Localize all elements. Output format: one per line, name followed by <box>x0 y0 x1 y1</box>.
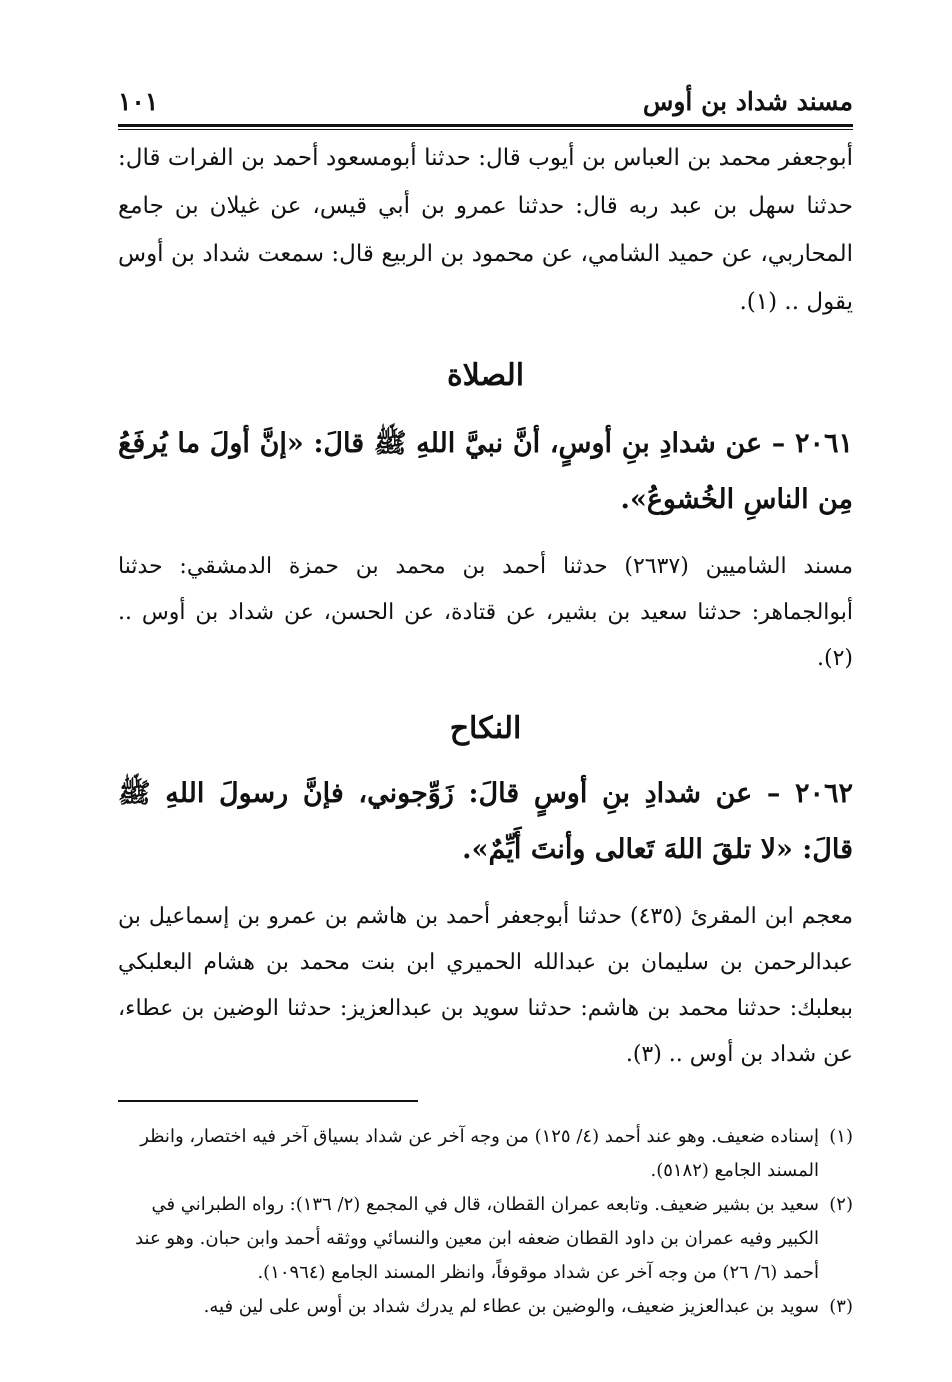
footnote-number: (٣) <box>829 1296 853 1317</box>
footnote-item <box>118 1120 853 1188</box>
header-title: مسند شداد بن أوس <box>642 87 853 116</box>
footnote-text: إسناده ضعيف. وهو عند أحمد (٤/ ١٢٥) من وجه آخر عن شداد بسياق آخر فيه اختصار، وانظر المسند الجامع (٥١٨٢). <box>140 1126 819 1181</box>
section-title-marriage: النكاح <box>449 711 522 746</box>
footnote-text: سويد بن عبدالعزيز ضعيف، والوضين بن عطاء لم يدرك شداد بن أوس على لين فيه. <box>203 1296 819 1317</box>
header-rule <box>118 124 853 130</box>
footnote-number: (٢) <box>829 1194 853 1215</box>
intro-paragraph: أبوجعفر محمد بن العباس بن أيوب قال: حدثنا أبومسعود أحمد بن الفرات قال: حدثنا سهل بن عبد ربه قال: حدثنا عمرو بن أبي قيس، عن غيلان بن جامع المحاربي، عن حميد الشامي، عن محمود بن الربيع قال: سمعت شداد بن أوس يقول .. (١). <box>118 145 853 315</box>
footnote-text: سعيد بن بشير ضعيف. وتابعه عمران القطان، قال في المجمع (٢/ ١٣٦): رواه الطبراني في الكبير وفيه عمران بن داود القطان ضعفه ابن معين والنسائي ووثقه أحمد وابن حبان. وهو عند أحمد (٦/ ٢٦) من وجه آخر عن شداد موقوفاً، وانظر المسند الجامع (١٠٩٦٤). <box>135 1194 819 1283</box>
footnotes <box>118 1120 853 1324</box>
book-page <box>118 84 853 1324</box>
footnote-separator <box>118 1100 418 1102</box>
footnote-item <box>118 1290 853 1324</box>
footnote-item <box>118 1188 853 1290</box>
hadith-2062: ٢٠٦٢ – عن شدادِ بنِ أوسٍ قالَ: زَوِّجوني، فإنَّ رسولَ اللهِ ﷺ قالَ: «لا تلقَ اللهَ تَعالى وأنتَ أَيِّمٌ». <box>118 778 853 865</box>
hadith-2061: ٢٠٦١ – عن شدادِ بنِ أوسٍ، أنَّ نبيَّ اللهِ ﷺ قالَ: «إنَّ أولَ ما يُرفَعُ مِن الناسِ الخُشوعُ». <box>118 428 853 515</box>
page-number: ١٠١ <box>118 87 159 116</box>
source-2061: مسند الشاميين (٢٦٣٧) حدثنا أحمد بن محمد بن حمزة الدمشقي: حدثنا أبوالجماهر: حدثنا سعيد بن بشير، عن قتادة، عن الحسن، عن شداد بن أوس .. (٢). <box>118 554 854 671</box>
section-title-prayer: الصلاة <box>446 358 525 393</box>
source-2062: معجم ابن المقرئ (٤٣٥) حدثنا أبوجعفر أحمد بن هاشم بن عمرو بن إسماعيل بن عبدالرحمن بن سليمان بن عبدالله الحميري ابن بنت محمد بن هشام البعلبكي ببعلبك: حدثنا محمد بن هاشم: حدثنا سويد بن عبدالعزيز: حدثنا الوضين بن عطاء، عن شداد بن أوس .. (٣). <box>118 904 853 1067</box>
running-header <box>118 84 853 120</box>
footnote-number: (١) <box>829 1126 853 1147</box>
